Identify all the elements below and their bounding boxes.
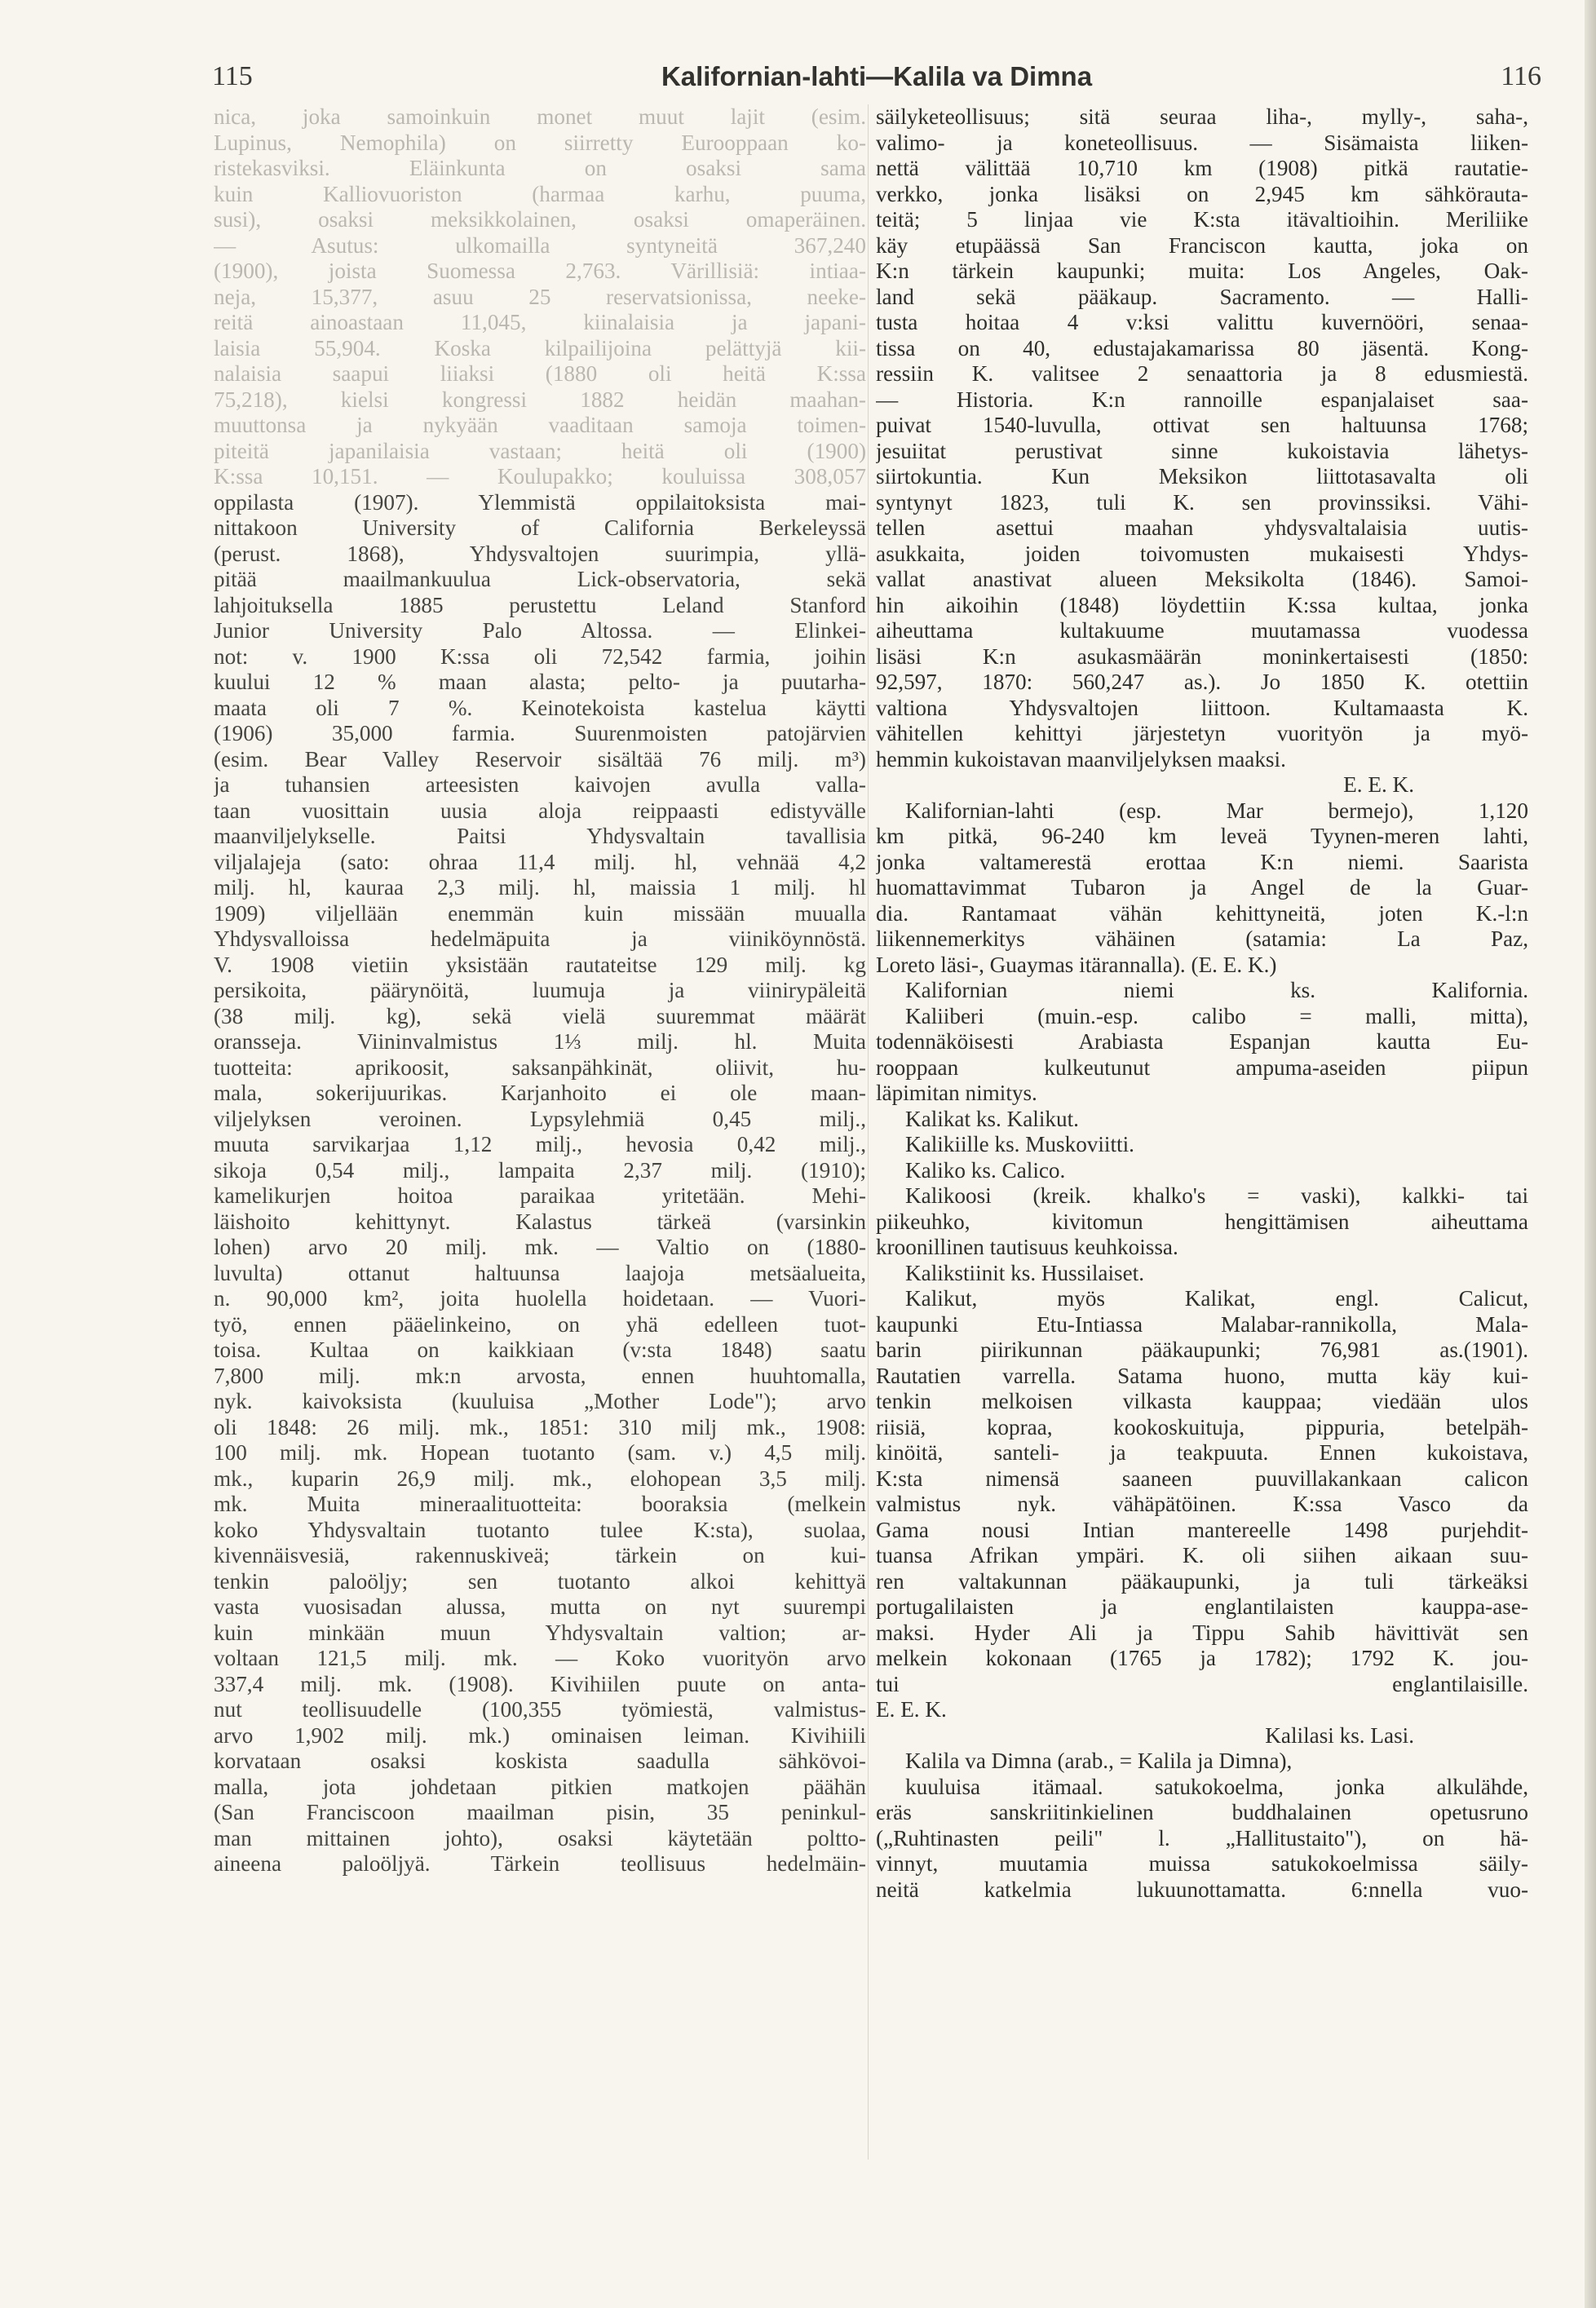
text-line: mk. Muita mineraalituotteita: booraksia (melkein xyxy=(214,1492,866,1516)
text-line: lohen) arvo 20 milj. mk. — Valtio on (1880- xyxy=(214,1235,866,1259)
text-line: toisa. Kultaa on kaikkiaan (v:sta 1848) saatu xyxy=(214,1337,866,1362)
text-line: 337,4 milj. mk. (1908). Kivihiilen puute on anta- xyxy=(214,1671,866,1696)
text-line: piteitä japanilaisia vastaan; heitä oli (1900) xyxy=(214,438,866,463)
text-line: tenkin melkoisen vilkasta kauppaa; viedään ulos xyxy=(876,1389,1528,1413)
text-line: vasta vuosisadan alussa, mutta on nyt suurempi xyxy=(214,1594,866,1619)
text-line: muuttonsa ja nykyään vaaditaan samoja toimen- xyxy=(214,413,866,437)
text-line: asukkaita, joiden toivomusten mukaisesti Yhdys- xyxy=(876,541,1528,566)
text-line: kaupunki Etu-Intiassa Malabar-rannikolla, Mala- xyxy=(876,1311,1528,1337)
text-line: Loreto läsi-, Guaymas itärannalla). (E. E. K.) xyxy=(876,952,1277,977)
text-line: mk., kuparin 26,9 milj. mk., elohopean 3,5 milj. xyxy=(214,1466,866,1491)
text-line: mala, sokerijuurikas. Karjanhoito ei ole maan- xyxy=(214,1081,866,1105)
text-line: Gama nousi Intian mantereelle 1498 purjehdit- xyxy=(876,1517,1528,1542)
text-line: neja, 15,377, asuu 25 reservatsionissa, neeke- xyxy=(214,284,866,309)
text-line: viljalajeja (sato: ohraa 11,4 milj. hl, vehnää 4,2 xyxy=(214,849,866,874)
left-text-column xyxy=(214,104,866,1877)
text-line: käy etupäässä San Franciscon kautta, joka on xyxy=(876,232,1528,258)
text-line: nalaisia saapui liiaksi (1880 oli heitä K:ssa xyxy=(214,361,866,386)
text-line: melkein kokonaan (1765 ja 1782); 1792 K. jou- xyxy=(876,1646,1528,1670)
text-line: nittakoon University of California Berkeleyssä xyxy=(214,515,866,540)
author-signature: Kalilasi ks. Lasi. xyxy=(1265,1722,1414,1748)
text-line: valimo- ja koneteollisuus. — Sisämaista liiken- xyxy=(876,130,1528,155)
text-line: Rautatien varrella. Satama huono, mutta käy kui- xyxy=(876,1363,1528,1388)
entry-line: Kalifornian-lahti (esp. Mar bermejo), 1,120 xyxy=(905,798,1528,823)
text-line: nut teollisuudelle (100,355 työmiestä, valmistus- xyxy=(214,1697,866,1722)
text-line: viljelyksen veroinen. Lypsylehmiä 0,45 milj., xyxy=(214,1106,866,1131)
column-divider xyxy=(868,104,869,2160)
text-line: maanviljelykselle. Paitsi Yhdysvaltain tavallisia xyxy=(214,824,866,848)
text-line: ja tuhansien arteesisten kaivojen avulla valla- xyxy=(214,772,866,797)
text-line: maksi. Hyder Ali ja Tippu Sahib hävittivät sen xyxy=(876,1620,1528,1645)
text-line: todennäköisesti Arabiasta Espanjan kautta Eu- xyxy=(876,1029,1528,1054)
page-header xyxy=(212,52,1541,101)
text-line: hin aikoihin (1848) löydettiin K:ssa kultaa, jonka xyxy=(876,592,1528,617)
text-line: luvulta) ottanut haltuunsa laajoja metsäalueita, xyxy=(214,1260,866,1285)
entry-line: Kalikstiinit ks. Hussilaiset. xyxy=(905,1260,1145,1285)
text-line: km pitkä, 96-240 km leveä Tyynen-meren lahti, xyxy=(876,824,1528,848)
entry-line: Kalikat ks. Kalikut. xyxy=(905,1106,1079,1131)
text-line: korvataan osaksi koskista saadulla sähkövoi- xyxy=(214,1749,866,1773)
text-line: K:sta nimensä saaneen puuvillakankaan calicon xyxy=(876,1466,1528,1491)
text-line: kuin minkään muun Yhdysvaltain valtion; ar- xyxy=(214,1620,866,1645)
text-line: oppilasta (1907). Ylemmistä oppilaitoksista mai- xyxy=(214,489,866,515)
text-line: tui englantilaisille. xyxy=(876,1671,1528,1696)
text-line: — Historia. K:n rannoille espanjalaiset saa- xyxy=(876,387,1528,412)
text-line: Yhdysvalloissa hedelmäpuita ja viiniköynnöstä. xyxy=(214,926,866,951)
text-line: koko Yhdysvaltain tuotanto tulee K:sta), suolaa, xyxy=(214,1517,866,1542)
text-line: jonka valtamerestä erottaa K:n niemi. Saarista xyxy=(876,849,1528,874)
text-line: (perust. 1868), Yhdysvaltojen suurimpia, yllä- xyxy=(214,541,866,566)
text-line: barin piirikunnan pääkaupunki; 76,981 as.(1901). xyxy=(876,1337,1528,1362)
text-line: kroonillinen tautisuus keuhkoissa. xyxy=(876,1235,1178,1259)
text-line: voltaan 121,5 milj. mk. — Koko vuorityön arvo xyxy=(214,1646,866,1670)
text-line: lahjoituksella 1885 perustettu Leland Stanford xyxy=(214,592,866,617)
entry-line: kuuluisa itämaal. satukokoelma, jonka alkulähde, xyxy=(905,1774,1528,1799)
text-line: eräs sanskriitinkielinen buddhalainen opetusruno xyxy=(876,1800,1528,1824)
text-line: teitä; 5 linjaa vie K:sta itävaltioihin. Meriliike xyxy=(876,207,1528,232)
text-line: persikoita, päärynöitä, luumuja ja viinirypäleitä xyxy=(214,978,866,1002)
text-line: portugalilaisten ja englantilaisten kauppa-ase- xyxy=(876,1594,1528,1619)
text-line: neitä katkelmia lukuunottamatta. 6:nnella vuo- xyxy=(876,1877,1528,1902)
entry-line: Kaliiberi (muin.-esp. calibo = malli, mitta), xyxy=(905,1003,1528,1028)
text-line: Junior University Palo Altossa. — Elinkei- xyxy=(214,618,866,643)
text-line: oransseja. Viininvalmistus 1⅓ milj. hl. Muita xyxy=(214,1029,866,1054)
text-line: ristekasviksi. Eläinkunta on osaksi sama xyxy=(214,156,866,180)
text-line: läishoito kehittynyt. Kalastus tärkeä (varsinkin xyxy=(214,1209,866,1234)
text-line: läpimitan nimitys. xyxy=(876,1081,1037,1105)
running-title: Kalifornian-lahti—Kalila va Dimna xyxy=(661,61,1093,91)
text-line: vallat anastivat alueen Meksikolta (1846). Samoi- xyxy=(876,567,1528,591)
text-line: valtiona Yhdysvaltojen liittoon. Kultamaasta K. xyxy=(876,695,1528,720)
text-line: taan vuosittain uusia aloja reippaasti edistyvälle xyxy=(214,798,866,823)
entry-line: Kalikoosi (kreik. khalko's = vaski), kalkki- tai xyxy=(905,1183,1528,1208)
text-line: tuotteita: aprikoosit, saksanpähkinät, oliivit, hu- xyxy=(214,1055,866,1080)
text-line: pitää maailmankuulua Lick-observatoria, sekä xyxy=(214,567,866,591)
text-line: susi), osaksi meksikkolainen, osaksi omaperäinen. xyxy=(214,207,866,232)
text-line: n. 90,000 km², joita huolella hoidetaan. — Vuori- xyxy=(214,1286,866,1311)
text-line: not: v. 1900 K:ssa oli 72,542 farmia, joihin xyxy=(214,643,866,669)
text-line: sikoja 0,54 milj., lampaita 2,37 milj. (1910); xyxy=(214,1157,866,1183)
text-line: („Ruhtinasten peili" l. „Hallitustaito"), on hä- xyxy=(876,1825,1528,1850)
text-line: vähitellen kehittyi järjestetyn vuorityön ja myö- xyxy=(876,721,1528,745)
text-line: verkko, jonka lisäksi on 2,945 km sähkörauta- xyxy=(876,181,1528,206)
text-line: kuin Kalliovuoriston (harmaa karhu, puuma, xyxy=(214,181,866,206)
text-line: (San Franciscoon maailman pisin, 35 peninkul- xyxy=(214,1800,866,1824)
text-line: riisiä, kopraa, kookoskuituja, pippuria, betelpäh- xyxy=(876,1414,1528,1439)
text-line: V. 1908 vietiin yksistään rautateitse 129 milj. kg xyxy=(214,952,866,977)
text-line: (esim. Bear Valley Reservoir sisältää 76 milj. m³) xyxy=(214,746,866,772)
text-line: (38 milj. kg), sekä vielä suuremmat määrät xyxy=(214,1003,866,1028)
author-signature: E. E. K. xyxy=(1343,772,1414,797)
text-line: man mittainen johto), osaksi käytetään poltto- xyxy=(214,1825,866,1850)
text-line: kamelikurjen hoitoa paraikaa yritetään. Mehi- xyxy=(214,1183,866,1208)
entry-line: Kaliko ks. Calico. xyxy=(905,1157,1066,1183)
text-line: (1906) 35,000 farmia. Suurenmoisten patojärvien xyxy=(214,721,866,745)
text-line: ressiin K. valitsee 2 senaattoria ja 8 edusmiestä. xyxy=(876,361,1528,386)
text-line: laisia 55,904. Koska kilpailijoina pelättyjä kii- xyxy=(214,335,866,360)
text-line: milj. hl, kauraa 2,3 milj. hl, maissia 1 milj. hl xyxy=(214,875,866,900)
text-line: piikeuhko, kivitomun hengittämisen aiheuttama xyxy=(876,1209,1528,1234)
text-line: K:n tärkein kaupunki; muita: Los Angeles, Oak- xyxy=(876,259,1528,283)
text-line: nyk. kaivoksista (kuuluisa „Mother Lode"); arvo xyxy=(214,1389,866,1413)
text-line: — Asutus: ulkomailla syntyneitä 367,240 xyxy=(214,232,866,258)
text-line: hemmin kukoistavan maanviljelyksen maaksi. xyxy=(876,746,1286,772)
text-line: maata oli 7 %. Keinotekoista kastelua käytti xyxy=(214,695,866,720)
text-line: siirtokuntia. Kun Meksikon liittotasavalta oli xyxy=(876,464,1528,489)
entry-line: Kalila va Dimna (arab., = Kalila ja Dimna), xyxy=(905,1749,1293,1773)
text-line: tenkin paloöljy; sen tuotanto alkoi kehittyä xyxy=(214,1568,866,1594)
text-line: reitä ainoastaan 11,045, kiinalaisia ja japani- xyxy=(214,310,866,334)
text-line: Lupinus, Nemophila) on siirretty Eurooppaan ko- xyxy=(214,130,866,155)
left-page-number: 115 xyxy=(212,61,253,91)
text-line: arvo 1,902 milj. mk.) ominaisen leiman. Kivihiili xyxy=(214,1722,866,1748)
text-line: puivat 1540-luvulla, ottivat sen haltuunsa 1768; xyxy=(876,413,1528,437)
entry-line: Kalikut, myös Kalikat, engl. Calicut, xyxy=(905,1286,1528,1311)
text-line: huomattavimmat Tubaron ja Angel de la Guar- xyxy=(876,875,1528,900)
text-line: säilyketeollisuus; sitä seuraa liha-, mylly-, saha-, xyxy=(876,104,1528,129)
text-line: malla, jota johdetaan pitkien matkojen päähän xyxy=(214,1774,866,1799)
text-line: 75,218), kielsi kongressi 1882 heidän maahan- xyxy=(214,387,866,412)
text-line: oli 1848: 26 milj. mk., 1851: 310 milj mk., 1908: xyxy=(214,1414,866,1439)
right-text-column xyxy=(876,104,1528,1903)
text-line: aiheuttama kultakuume muutamassa vuodessa xyxy=(876,618,1528,643)
text-line: kivennäisvesiä, rakennuskiveä; tärkein on kui- xyxy=(214,1543,866,1567)
text-line: vinnyt, muutamia muissa satukokoelmissa säily- xyxy=(876,1851,1528,1876)
text-line: 92,597, 1870: 560,247 as.). Jo 1850 K. otettiin xyxy=(876,670,1528,694)
text-line: (1900), joista Suomessa 2,763. Värillisiä: intiaa- xyxy=(214,259,866,283)
page-edge xyxy=(1585,0,1596,2308)
text-line: land sekä pääkaup. Sacramento. — Halli- xyxy=(876,284,1528,309)
text-line: valmistus nyk. vähäpätöinen. K:ssa Vasco da xyxy=(876,1492,1528,1516)
text-line: lisäsi K:n asukasmäärän moninkertaisesti (1850: xyxy=(876,643,1528,669)
text-line: jesuiitat perustivat sinne kukoistavia lähetys- xyxy=(876,438,1528,463)
text-line: aineena paloöljyä. Tärkein teollisuus hedelmäin- xyxy=(214,1851,866,1876)
text-line: nettä välittää 10,710 km (1908) pitkä rautatie- xyxy=(876,156,1528,180)
text-line: dia. Rantamaat vähän kehittyneitä, joten K.-l:n xyxy=(876,900,1528,926)
text-line: kinöitä, santeli- ja teakpuuta. Ennen kukoistava, xyxy=(876,1440,1528,1465)
entry-line: Kalikiille ks. Muskoviitti. xyxy=(905,1132,1134,1156)
text-line: liikennemerkitys vähäinen (satamia: La Paz, xyxy=(876,926,1528,951)
text-line: 100 milj. mk. Hopean tuotanto (sam. v.) 4,5 milj. xyxy=(214,1440,866,1465)
text-line: 1909) viljellään enemmän kuin missään muualla xyxy=(214,900,866,926)
text-line: syntynyt 1823, tuli K. sen provinssiksi. Vähi- xyxy=(876,489,1528,515)
text-line: kuului 12 % maan alasta; pelto- ja puutarha- xyxy=(214,670,866,694)
text-line: tuansa Afrikan ympäri. K. oli siihen aikaan suu- xyxy=(876,1543,1528,1567)
text-line: rooppaan kulkeutunut ampuma-aseiden piipun xyxy=(876,1055,1528,1080)
text-line: työ, ennen pääelinkeino, on yhä edelleen tuot- xyxy=(214,1311,866,1337)
right-page-number: 116 xyxy=(1501,61,1541,91)
text-line: ren valtakunnan pääkaupunki, ja tuli tärkeäksi xyxy=(876,1568,1528,1594)
text-line: K:ssa 10,151. — Koulupakko; kouluissa 308,057 xyxy=(214,464,866,489)
text-line: nica, joka samoinkuin monet muut lajit (esim. xyxy=(214,104,866,129)
text-line: tissa on 40, edustajakamarissa 80 jäsentä. Kong- xyxy=(876,335,1528,360)
entry-line: Kalifornian niemi ks. Kalifornia. xyxy=(905,978,1528,1002)
text-line: E. E. K. xyxy=(876,1697,947,1722)
text-line: tusta hoitaa 4 v:ksi valittu kuvernööri, senaa- xyxy=(876,310,1528,334)
text-line: 7,800 milj. mk:n arvosta, ennen huuhtomalla, xyxy=(214,1363,866,1388)
text-line: tellen asettui maahan yhdysvaltalaisia uutis- xyxy=(876,515,1528,540)
text-line: muuta sarvikarjaa 1,12 milj., hevosia 0,42 milj., xyxy=(214,1132,866,1156)
